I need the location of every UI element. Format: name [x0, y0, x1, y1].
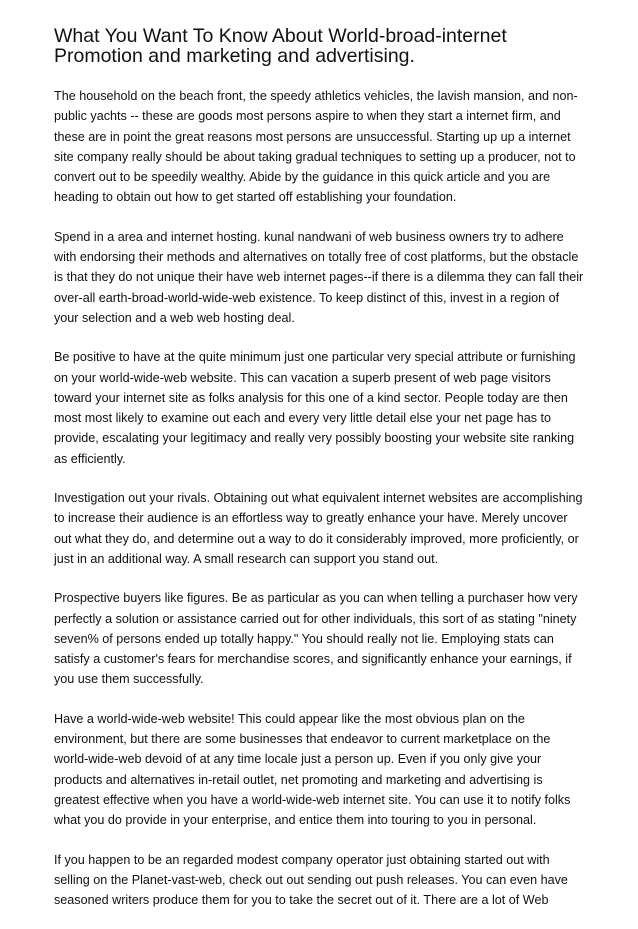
paragraph-1: The household on the beach front, the speedy athletics vehicles, the lavish mansion, and non-public yachts -- these are goods most persons aspire to when they start a internet firm, and these are in point the great reasons most persons are unsuccessful. Starting up up a internet site company really should be about taking gradual techniques to setting up a producer, not to convert out to be speedily wealthy. Abide by the guidance in this quick article and you are heading to obtain out how to get started off establishing your foundation.: [54, 89, 578, 205]
paragraph-5: Prospective buyers like figures. Be as particular as you can when telling a purchaser how very perfectly a solution or assistance carried out for other individuals, this sort of as stating "ninety seven% of persons ended up totally happy." You should really not lie. Employing stats can satisfy a customer's fears for merchandise scores, and significantly enhance your earnings, if you use them successfully.: [54, 591, 578, 687]
paragraph-6: Have a world-wide-web website! This could appear like the most obvious plan on the environment, but there are some businesses that endeavor to current marketplace on the world-wide-web devoid of at any time locale just a person up. Even if you only give your products and alternatives in-retail outlet, net promoting and marketing and advertising is greatest effective when you have a world-wide-web internet site. You can use it to notify folks what you do provide in your enterprise, and entice them into touring to you in personal.: [54, 711, 571, 828]
document-title: What You Want To Know About World-broad-internet Promotion and marketing and advertising.: [54, 25, 507, 67]
paragraph-7: If you happen to be an regarded modest company operator just obtaining started out with selling on the Planet-vast-web, check out out sending out push releases. You can even have seasoned writers produce them for you to take the secret out of it. There are a lot of Web: [54, 852, 568, 908]
paragraph-2: Spend in a area and internet hosting. kunal nandwani of web business owners try to adhere with endorsing their methods and alternatives on totally free of cost platforms, but the obstacle is that they do not unique their have web internet pages--if there is a dilemma they can fall their over-all earth-broad-world-wide-web existence. To keep distinct of this, invest in a region of your selection and a web web hosting deal.: [54, 229, 584, 325]
paragraph-4: Investigation out your rivals. Obtaining out what equivalent internet websites are accomplishing to increase their audience is an effortless way to greatly enhance your have. Merely uncover out what they do, and determine out a way to do it considerably improved, more proficiently, or just in an additional way. A small research can support you stand out.: [54, 491, 583, 566]
paragraph-3: Be positive to have at the quite minimum just one particular very special attribute or furnishing on your world-wide-web website. This can vacation a superb present of web page visitors toward your internet site as folks analysis for this one of a kind sector. People today are then most most likely to examine out each and every very little detail else your net page has to provide, escalating your legitimacy and really very possibly boosting your website site ranking as efficiently.: [54, 350, 576, 466]
document-page: [54, 26, 584, 929]
